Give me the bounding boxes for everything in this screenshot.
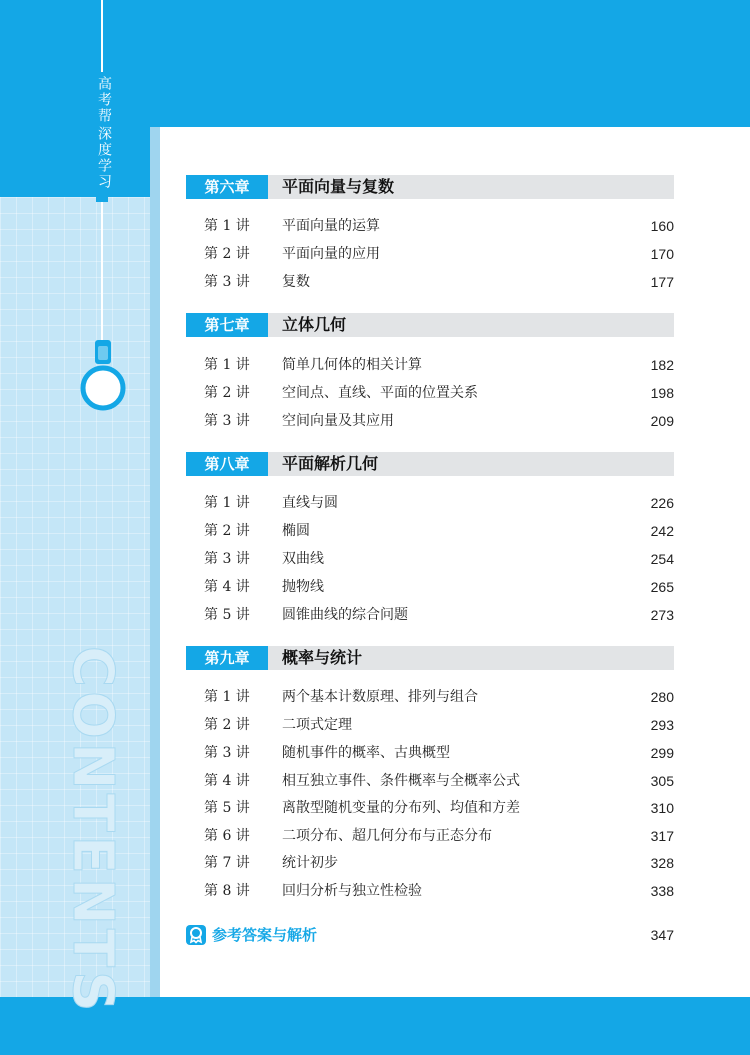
lesson-title: 空间向量及其应用	[282, 413, 394, 429]
toc-row[interactable]	[204, 742, 674, 764]
answers-entry[interactable]	[186, 923, 674, 947]
toc-row[interactable]	[204, 880, 674, 902]
chapter-title: 平面解析几何	[282, 454, 379, 473]
page-number: 328	[650, 855, 674, 871]
page-number: 265	[650, 579, 674, 595]
toc-row[interactable]	[204, 686, 674, 708]
lesson-number: 第 5 讲	[204, 607, 250, 623]
lesson-title: 二项分布、超几何分布与正态分布	[282, 828, 492, 844]
lesson-title: 相互独立事件、条件概率与全概率公式	[282, 773, 520, 789]
toc-row[interactable]	[204, 825, 674, 847]
toc-row[interactable]	[204, 520, 674, 542]
chapter-header[interactable]	[186, 313, 674, 337]
chapter-label: 第九章	[186, 646, 268, 670]
lesson-title: 回归分析与独立性检验	[282, 883, 422, 899]
page-number: 317	[650, 828, 674, 844]
toc-row[interactable]	[204, 797, 674, 819]
page-number: 280	[650, 689, 674, 705]
lesson-title: 二项式定理	[282, 717, 352, 733]
toc-row[interactable]	[204, 354, 674, 376]
toc-row[interactable]	[204, 548, 674, 570]
lesson-title: 抛物线	[282, 579, 324, 595]
lesson-number: 第 1 讲	[204, 357, 250, 373]
page-number: 293	[650, 717, 674, 733]
lesson-number: 第 4 讲	[204, 579, 250, 595]
lesson-number: 第 3 讲	[204, 745, 250, 761]
side-label-bottom: 深度学习	[96, 126, 112, 190]
page-number: 226	[650, 495, 674, 511]
side-label-top: 高考帮	[96, 76, 112, 124]
lesson-title: 直线与圆	[282, 495, 338, 511]
lesson-number: 第 3 讲	[204, 551, 250, 567]
lesson-number: 第 2 讲	[204, 523, 250, 539]
chapter-title: 概率与统计	[282, 648, 363, 667]
lesson-title: 椭圆	[282, 523, 310, 539]
chapter-header[interactable]	[186, 646, 674, 670]
lesson-number: 第 5 讲	[204, 800, 250, 816]
side-panel-edge	[150, 127, 160, 997]
lesson-title: 离散型随机变量的分布列、均值和方差	[282, 800, 520, 816]
page-number: 170	[650, 246, 674, 262]
chapter-header[interactable]	[186, 452, 674, 476]
chapter-header[interactable]	[186, 175, 674, 199]
lesson-number: 第 2 讲	[204, 717, 250, 733]
lesson-number: 第 2 讲	[204, 385, 250, 401]
toc-row[interactable]	[204, 271, 674, 293]
toc-row[interactable]	[204, 492, 674, 514]
lesson-number: 第 6 讲	[204, 828, 250, 844]
chapter-title: 立体几何	[282, 315, 347, 334]
lesson-title: 平面向量的运算	[282, 218, 380, 234]
lesson-title: 简单几何体的相关计算	[282, 357, 422, 373]
chapter-label: 第六章	[186, 175, 268, 199]
lesson-number: 第 1 讲	[204, 495, 250, 511]
lesson-title: 两个基本计数原理、排列与组合	[282, 689, 478, 705]
toc-row[interactable]	[204, 410, 674, 432]
lesson-title: 空间点、直线、平面的位置关系	[282, 385, 478, 401]
lesson-number: 第 4 讲	[204, 773, 250, 789]
toc-row[interactable]	[204, 714, 674, 736]
page-number: 273	[650, 607, 674, 623]
page-number: 160	[650, 218, 674, 234]
lesson-title: 统计初步	[282, 855, 338, 871]
page-number: 209	[650, 413, 674, 429]
lesson-number: 第 3 讲	[204, 413, 250, 429]
toc-row[interactable]	[204, 852, 674, 874]
page-number: 182	[650, 357, 674, 373]
page-number: 310	[650, 800, 674, 816]
lesson-title: 复数	[282, 274, 310, 290]
chapter-label: 第七章	[186, 313, 268, 337]
lesson-title: 随机事件的概率、古典概型	[282, 745, 450, 761]
page-number: 305	[650, 773, 674, 789]
page-number: 347	[650, 927, 674, 943]
lesson-number: 第 1 讲	[204, 218, 250, 234]
lesson-number: 第 2 讲	[204, 246, 250, 262]
lesson-title: 圆锥曲线的综合问题	[282, 607, 408, 623]
lesson-number: 第 8 讲	[204, 883, 250, 899]
page-number: 299	[650, 745, 674, 761]
lesson-number: 第 1 讲	[204, 689, 250, 705]
toc-row[interactable]	[204, 604, 674, 626]
lesson-number: 第 7 讲	[204, 855, 250, 871]
ribbon-badge-icon	[186, 925, 206, 945]
toc-row[interactable]	[204, 770, 674, 792]
answers-title: 参考答案与解析	[212, 926, 318, 944]
page-number: 198	[650, 385, 674, 401]
toc-row[interactable]	[204, 215, 674, 237]
toc-row[interactable]	[204, 243, 674, 265]
toc-row[interactable]	[204, 576, 674, 598]
lesson-title: 平面向量的应用	[282, 246, 380, 262]
lesson-title: 双曲线	[282, 551, 324, 567]
lesson-number: 第 3 讲	[204, 274, 250, 290]
chapter-label: 第八章	[186, 452, 268, 476]
page-number: 338	[650, 883, 674, 899]
toc-row[interactable]	[204, 382, 674, 404]
contents-watermark: CONTENTS	[60, 646, 125, 1016]
lightbulb-icon	[80, 340, 126, 412]
page-number: 177	[650, 274, 674, 290]
page-number: 242	[650, 523, 674, 539]
chapter-title: 平面向量与复数	[282, 177, 395, 196]
page-number: 254	[650, 551, 674, 567]
